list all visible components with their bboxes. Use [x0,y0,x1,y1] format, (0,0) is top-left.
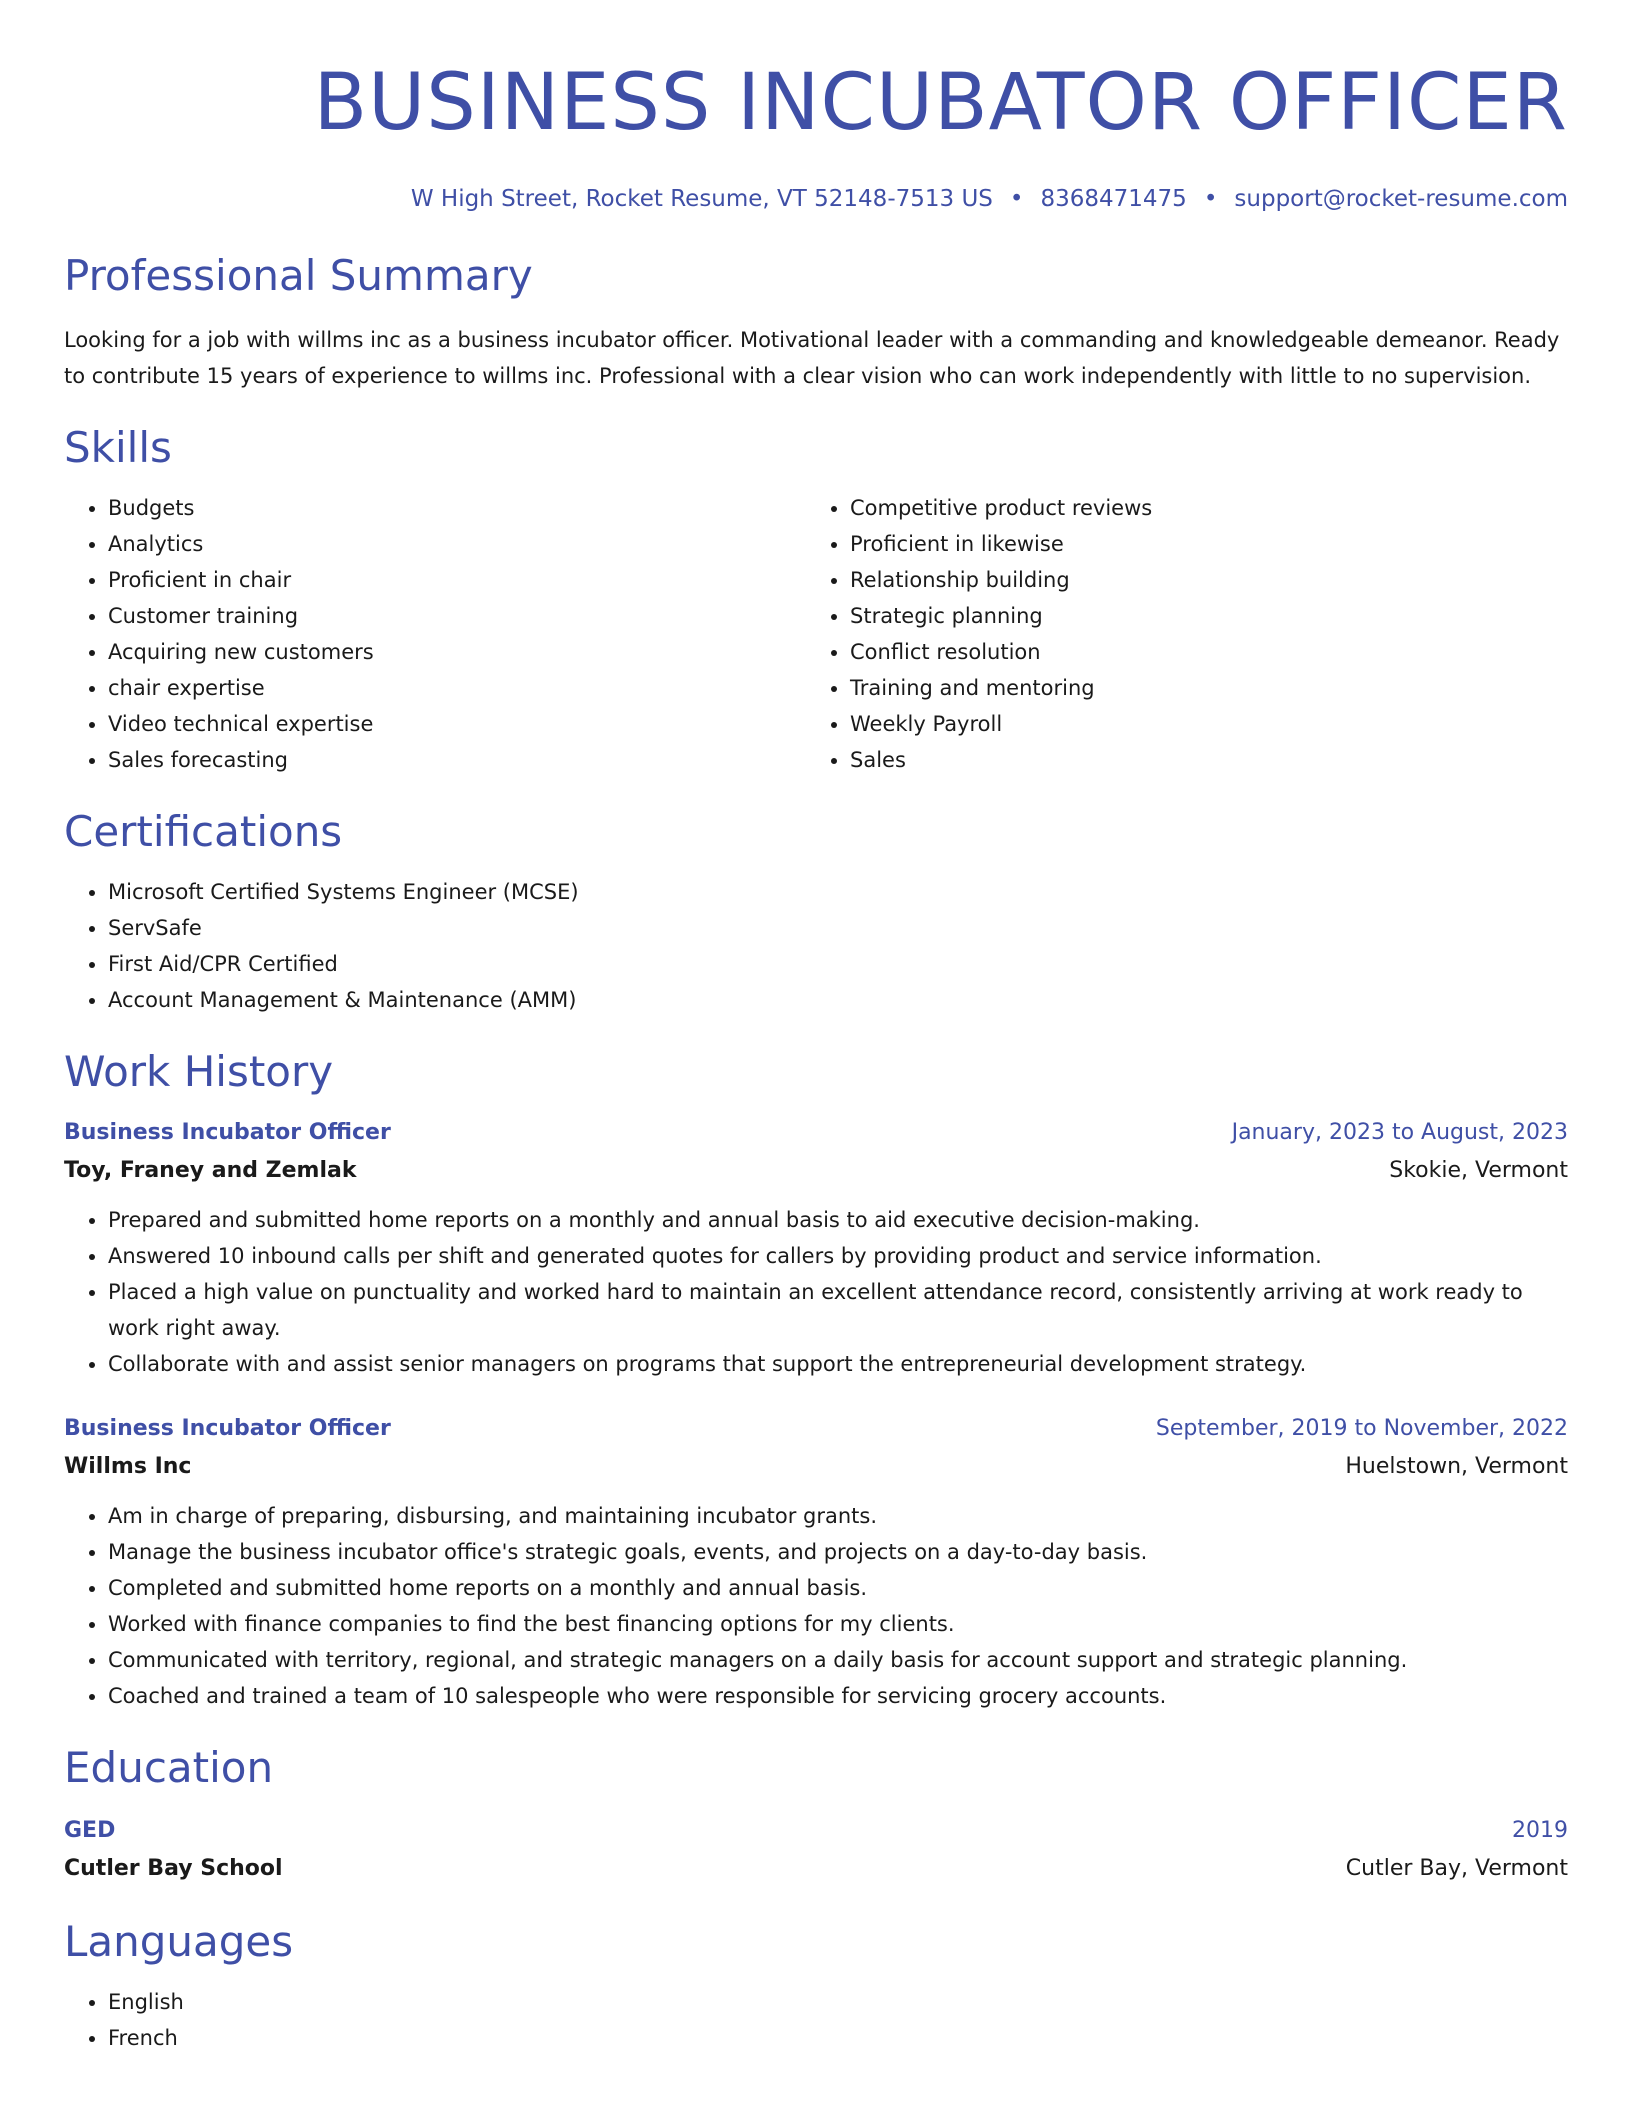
section-title: Languages [64,1917,294,1966]
job-header-row [64,1410,1568,1448]
job-bullet: • Placed a high value on punctuality and worked hard to maintain an excellent attendance record, consistently arriving at work ready to work right away. [108,1274,1568,1346]
section-title: Certifications [64,807,343,856]
job-bullet: • Prepared and submitted home reports on a monthly and annual basis to aid executive decision-making. [108,1202,1568,1238]
contact-line [64,182,1568,216]
education-school: Cutler Bay School [64,1856,283,1881]
languages-list [64,1984,1568,2056]
education-degree: GED [64,1818,116,1843]
job-bullet: • Coached and trained a team of 10 salespeople who were responsible for servicing grocery accounts. [108,1678,1568,1714]
language-item: • English [108,1984,1568,2020]
certification-item: • Microsoft Certified Systems Engineer (MCSE) [108,874,1568,910]
skill-item: • Budgets [108,490,806,526]
education-location: Cutler Bay, Vermont [1345,1856,1568,1881]
work-history-section [64,1044,1568,1714]
section-title: Work History [64,1047,334,1096]
job-dates: September, 2019 to November, 2022 [1155,1416,1568,1441]
education-section [64,1740,1568,1888]
job-company-row [64,1448,1568,1486]
skill-item: • Conflict resolution [850,634,1548,670]
skill-item: • Sales [850,742,1548,778]
contact-separator: • [1009,186,1024,212]
skill-item: • Strategic planning [850,598,1548,634]
skill-item: • Proficient in likewise [850,526,1548,562]
job-header-row [64,1114,1568,1152]
resume-name: BUSINESS INCUBATOR OFFICER [313,58,1568,148]
job-company-row [64,1152,1568,1190]
skill-item: • Weekly Payroll [850,706,1548,742]
section-title: Professional Summary [64,251,533,300]
job-bullet: • Completed and submitted home reports on a monthly and annual basis. [108,1570,1568,1606]
skill-item: • Competitive product reviews [850,490,1548,526]
skill-item: • Sales forecasting [108,742,806,778]
professional-summary-section [64,248,1568,394]
education-header-row [64,1812,1568,1850]
job-company: Toy, Franey and Zemlak [64,1158,357,1183]
job-bullet: • Communicated with territory, regional, and strategic managers on a daily basis for account support and strategic planning. [108,1642,1568,1678]
section-title: Education [64,1743,274,1792]
skills-list [806,490,1548,778]
skill-item: • Training and mentoring [850,670,1548,706]
skills-list [64,490,806,778]
job-bullet: • Collaborate with and assist senior managers on programs that support the entrepreneurial development strategy. [108,1346,1568,1382]
job-bullets [64,1202,1568,1382]
job-title: Business Incubator Officer [64,1120,391,1145]
certifications-list [64,874,1568,1018]
certification-item: • First Aid/CPR Certified [108,946,1568,982]
education-entry [64,1812,1568,1888]
summary-text: Looking for a job with willms inc as a business incubator officer. Motivational leader with a commanding and knowledgeable demeanor. Ready to contribute 15 years of experience to willms inc. Professional with a clear vision who can work independently with little to no supervision. [64,328,1560,388]
skills-grid [64,490,1568,778]
job-title: Business Incubator Officer [64,1416,391,1441]
skill-item: • Relationship building [850,562,1548,598]
certification-item: • Account Management & Maintenance (AMM) [108,982,1568,1018]
education-year: 2019 [1512,1818,1568,1843]
job-company: Willms Inc [64,1454,192,1479]
skill-item: • Customer training [108,598,806,634]
skill-item: • Video technical expertise [108,706,806,742]
contact-email: support@rocket-resume.com [1234,186,1568,212]
job-entry [64,1410,1568,1714]
contact-address: W High Street, Rocket Resume, VT 52148-7513 US [410,186,993,212]
skill-item: • chair expertise [108,670,806,706]
languages-section [64,1914,1568,2056]
job-dates: January, 2023 to August, 2023 [1231,1120,1568,1145]
skills-column-left [64,490,806,778]
skills-column-right [806,490,1548,778]
job-bullet: • Am in charge of preparing, disbursing, and maintaining incubator grants. [108,1498,1568,1534]
skills-section [64,420,1568,778]
resume-header [64,52,1568,216]
section-title: Skills [64,423,172,472]
skill-item: • Proficient in chair [108,562,806,598]
job-bullet: • Answered 10 inbound calls per shift and generated quotes for callers by providing product and service information. [108,1238,1568,1274]
job-bullet: • Manage the business incubator office's strategic goals, events, and projects on a day-to-day basis. [108,1534,1568,1570]
contact-phone: 8368471475 [1040,186,1187,212]
language-item: • French [108,2020,1568,2056]
job-bullets [64,1498,1568,1714]
certification-item: • ServSafe [108,910,1568,946]
job-bullet: • Worked with finance companies to find the best financing options for my clients. [108,1606,1568,1642]
certifications-section [64,804,1568,1018]
job-location: Huelstown, Vermont [1345,1454,1568,1479]
skill-item: • Analytics [108,526,806,562]
contact-separator: • [1203,186,1218,212]
education-school-row [64,1850,1568,1888]
job-entry [64,1114,1568,1382]
skill-item: • Acquiring new customers [108,634,806,670]
job-location: Skokie, Vermont [1389,1158,1568,1183]
